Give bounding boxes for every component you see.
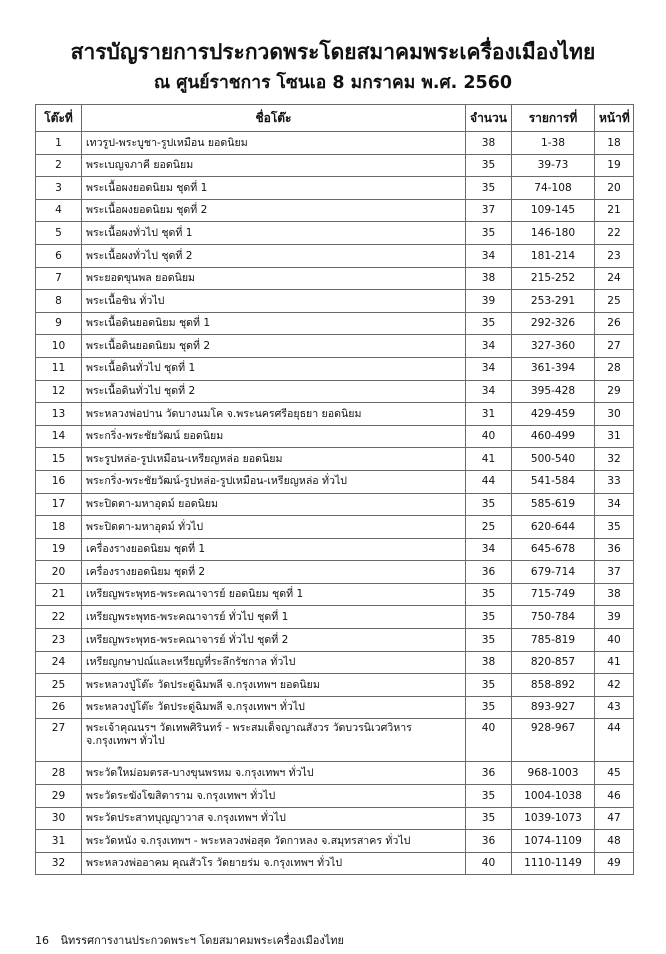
table-row xyxy=(36,448,634,471)
cell-table-name: พระเนื้อดินยอดนิยม ชุดที่ 2 xyxy=(82,335,466,358)
cell-table-no: 26 xyxy=(36,696,82,719)
cell-table-no: 32 xyxy=(36,852,82,875)
cell-item-range: 39-73 xyxy=(512,154,595,177)
cell-count: 35 xyxy=(466,785,512,808)
cell-table-name: เครื่องรางยอดนิยม ชุดที่ 2 xyxy=(82,561,466,584)
cell-count: 36 xyxy=(466,561,512,584)
table-row xyxy=(36,132,634,155)
cell-count: 35 xyxy=(466,629,512,652)
cell-count: 35 xyxy=(466,177,512,200)
cell-table-no: 2 xyxy=(36,154,82,177)
cell-table-no: 8 xyxy=(36,290,82,313)
cell-table-name: พระเนื้อผงทั่วไป ชุดที่ 1 xyxy=(82,222,466,245)
cell-table-name: พระวัดประสาทบุญญาวาส จ.กรุงเทพฯ ทั่วไป xyxy=(82,807,466,830)
cell-item-range: 645-678 xyxy=(512,538,595,561)
cell-item-range: 820-857 xyxy=(512,651,595,674)
cell-item-range: 928-967 xyxy=(512,719,595,762)
cell-table-name: พระเนื้อดินทั่วไป ชุดที่ 2 xyxy=(82,380,466,403)
cell-table-name: พระเบญจภาคี ยอดนิยม xyxy=(82,154,466,177)
cell-item-range: 750-784 xyxy=(512,606,595,629)
cell-table-name: เหรียญพระพุทธ-พระคณาจารย์ ยอดนิยม ชุดที่ 1 xyxy=(82,583,466,606)
cell-table-no: 23 xyxy=(36,629,82,652)
cell-item-range: 146-180 xyxy=(512,222,595,245)
cell-page: 48 xyxy=(595,830,634,853)
table-row xyxy=(36,785,634,808)
cell-table-name: เทวรูป-พระบูชา-รูปเหมือน ยอดนิยม xyxy=(82,132,466,155)
table-row xyxy=(36,335,634,358)
document-title: สารบัญรายการประกวดพระโดยสมาคมพระเครื่องเมืองไทย xyxy=(70,40,596,64)
cell-page: 32 xyxy=(595,448,634,471)
cell-table-name: พระวัดหนัง จ.กรุงเทพฯ - พระหลวงพ่อสุด วัดกาหลง จ.สมุทรสาคร ทั่วไป xyxy=(82,830,466,853)
cell-page: 36 xyxy=(595,538,634,561)
table-row xyxy=(36,493,634,516)
cell-item-range: 1110-1149 xyxy=(512,852,595,875)
cell-item-range: 1074-1109 xyxy=(512,830,595,853)
cell-table-no: 5 xyxy=(36,222,82,245)
cell-page: 43 xyxy=(595,696,634,719)
cell-table-no: 9 xyxy=(36,312,82,335)
cell-page: 37 xyxy=(595,561,634,584)
cell-table-name: พระหลวงปู่โต๊ะ วัดประดู่ฉิมพลี จ.กรุงเทพฯ ยอดนิยม xyxy=(82,674,466,697)
cell-page: 20 xyxy=(595,177,634,200)
cell-item-range: 460-499 xyxy=(512,425,595,448)
cell-page: 33 xyxy=(595,470,634,493)
cell-page: 40 xyxy=(595,629,634,652)
cell-item-range: 181-214 xyxy=(512,244,595,267)
cell-page: 34 xyxy=(595,493,634,516)
cell-count: 36 xyxy=(466,762,512,785)
cell-item-range: 361-394 xyxy=(512,357,595,380)
cell-table-no: 28 xyxy=(36,762,82,785)
cell-page: 30 xyxy=(595,403,634,426)
cell-count: 35 xyxy=(466,696,512,719)
cell-count: 38 xyxy=(466,132,512,155)
cell-table-name: พระเนื้อผงยอดนิยม ชุดที่ 1 xyxy=(82,177,466,200)
cell-table-no: 15 xyxy=(36,448,82,471)
cell-table-name: พระกริ่ง-พระชัยวัฒน์ ยอดนิยม xyxy=(82,425,466,448)
cell-page: 26 xyxy=(595,312,634,335)
cell-table-name: พระหลวงพ่อปาน วัดบางนมโค จ.พระนครศรีอยุธยา ยอดนิยม xyxy=(82,403,466,426)
table-row xyxy=(36,583,634,606)
page-footer xyxy=(35,931,344,949)
cell-table-name: พระวัดระฆังโฆสิตาราม จ.กรุงเทพฯ ทั่วไป xyxy=(82,785,466,808)
cell-count: 35 xyxy=(466,493,512,516)
cell-table-name: เครื่องรางยอดนิยม ชุดที่ 1 xyxy=(82,538,466,561)
table-row xyxy=(36,516,634,539)
table-row xyxy=(36,154,634,177)
cell-count: 34 xyxy=(466,538,512,561)
cell-count: 38 xyxy=(466,651,512,674)
cell-count: 36 xyxy=(466,830,512,853)
cell-page: 39 xyxy=(595,606,634,629)
cell-page: 18 xyxy=(595,132,634,155)
header-page: หน้าที่ xyxy=(595,105,634,132)
cell-table-name: พระหลวงปู่โต๊ะ วัดประดู่ฉิมพลี จ.กรุงเทพฯ ทั่วไป xyxy=(82,696,466,719)
footer-text: นิทรรศการงานประกวดพระฯ โดยสมาคมพระเครื่องเมืองไทย xyxy=(60,934,344,947)
cell-table-no: 19 xyxy=(36,538,82,561)
cell-count: 34 xyxy=(466,244,512,267)
cell-page: 29 xyxy=(595,380,634,403)
cell-count: 44 xyxy=(466,470,512,493)
table-row xyxy=(36,561,634,584)
cell-table-name: พระรูปหล่อ-รูปเหมือน-เหรียญหล่อ ยอดนิยม xyxy=(82,448,466,471)
cell-table-no: 1 xyxy=(36,132,82,155)
cell-item-range: 1004-1038 xyxy=(512,785,595,808)
cell-count: 35 xyxy=(466,807,512,830)
cell-page: 22 xyxy=(595,222,634,245)
document-subtitle: ณ ศูนย์ราชการ โซนเอ 8 มกราคม พ.ศ. 2560 xyxy=(153,73,513,93)
cell-table-no: 31 xyxy=(36,830,82,853)
table-row xyxy=(36,629,634,652)
cell-table-name: พระหลวงพ่ออาคม คุณสัวโร วัดยายร่ม จ.กรุงเทพฯ ทั่วไป xyxy=(82,852,466,875)
cell-table-no: 4 xyxy=(36,199,82,222)
cell-item-range: 785-819 xyxy=(512,629,595,652)
cell-count: 35 xyxy=(466,222,512,245)
cell-page: 42 xyxy=(595,674,634,697)
table-row xyxy=(36,403,634,426)
cell-count: 41 xyxy=(466,448,512,471)
header-table-name: ชื่อโต๊ะ xyxy=(82,105,466,132)
cell-table-no: 25 xyxy=(36,674,82,697)
table-row xyxy=(36,762,634,785)
cell-page: 38 xyxy=(595,583,634,606)
cell-count: 39 xyxy=(466,290,512,313)
cell-table-no: 16 xyxy=(36,470,82,493)
cell-table-no: 21 xyxy=(36,583,82,606)
table-row xyxy=(36,312,634,335)
cell-count: 35 xyxy=(466,583,512,606)
cell-item-range: 1-38 xyxy=(512,132,595,155)
cell-page: 46 xyxy=(595,785,634,808)
cell-table-name: พระเนื้อดินทั่วไป ชุดที่ 1 xyxy=(82,357,466,380)
cell-page: 35 xyxy=(595,516,634,539)
cell-item-range: 715-749 xyxy=(512,583,595,606)
cell-table-no: 30 xyxy=(36,807,82,830)
table-row xyxy=(36,267,634,290)
table-row xyxy=(36,177,634,200)
cell-table-no: 6 xyxy=(36,244,82,267)
header-table-no: โต๊ะที่ xyxy=(36,105,82,132)
cell-table-name: เหรียญกษาปณ์และเหรียญที่ระลึกรัชกาล ทั่วไป xyxy=(82,651,466,674)
table-row xyxy=(36,830,634,853)
table-row xyxy=(36,852,634,875)
table-row xyxy=(36,425,634,448)
cell-page: 21 xyxy=(595,199,634,222)
cell-table-no: 10 xyxy=(36,335,82,358)
cell-item-range: 215-252 xyxy=(512,267,595,290)
cell-count: 37 xyxy=(466,199,512,222)
cell-table-no: 20 xyxy=(36,561,82,584)
cell-count: 34 xyxy=(466,335,512,358)
cell-table-no: 27 xyxy=(36,719,82,762)
header-count: จำนวน xyxy=(466,105,512,132)
cell-item-range: 893-927 xyxy=(512,696,595,719)
cell-table-no: 11 xyxy=(36,357,82,380)
cell-page: 19 xyxy=(595,154,634,177)
cell-count: 38 xyxy=(466,267,512,290)
table-row xyxy=(36,199,634,222)
cell-item-range: 541-584 xyxy=(512,470,595,493)
cell-table-no: 24 xyxy=(36,651,82,674)
table-row xyxy=(36,357,634,380)
cell-table-name: พระกริ่ง-พระชัยวัฒน์-รูปหล่อ-รูปเหมือน-เหรียญหล่อ ทั่วไป xyxy=(82,470,466,493)
cell-table-no: 13 xyxy=(36,403,82,426)
cell-count: 40 xyxy=(466,852,512,875)
cell-item-range: 109-145 xyxy=(512,199,595,222)
cell-table-name: พระวัดใหม่อมตรส-บางขุนพรหม จ.กรุงเทพฯ ทั่วไป xyxy=(82,762,466,785)
cell-table-name: พระยอดขุนพล ยอดนิยม xyxy=(82,267,466,290)
cell-count: 35 xyxy=(466,674,512,697)
cell-count: 35 xyxy=(466,606,512,629)
cell-item-range: 620-644 xyxy=(512,516,595,539)
cell-page: 23 xyxy=(595,244,634,267)
table-row xyxy=(36,674,634,697)
cell-count: 34 xyxy=(466,380,512,403)
cell-page: 25 xyxy=(595,290,634,313)
cell-table-name: พระปิดตา-มหาอุดม์ ทั่วไป xyxy=(82,516,466,539)
cell-table-name: พระเนื้อดินยอดนิยม ชุดที่ 1 xyxy=(82,312,466,335)
cell-count: 40 xyxy=(466,719,512,762)
table-row xyxy=(36,470,634,493)
table-row xyxy=(36,719,634,762)
cell-count: 25 xyxy=(466,516,512,539)
cell-item-range: 253-291 xyxy=(512,290,595,313)
cell-item-range: 585-619 xyxy=(512,493,595,516)
cell-table-no: 22 xyxy=(36,606,82,629)
table-row xyxy=(36,222,634,245)
table-row xyxy=(36,606,634,629)
table-row xyxy=(36,651,634,674)
cell-table-name: พระเนื้อผงทั่วไป ชุดที่ 2 xyxy=(82,244,466,267)
cell-item-range: 395-428 xyxy=(512,380,595,403)
cell-table-no: 17 xyxy=(36,493,82,516)
cell-item-range: 74-108 xyxy=(512,177,595,200)
cell-item-range: 858-892 xyxy=(512,674,595,697)
cell-table-no: 18 xyxy=(36,516,82,539)
table-row xyxy=(36,244,634,267)
footer-page-number: 16 xyxy=(35,934,49,947)
cell-item-range: 327-360 xyxy=(512,335,595,358)
cell-table-no: 3 xyxy=(36,177,82,200)
cell-count: 35 xyxy=(466,312,512,335)
cell-table-no: 12 xyxy=(36,380,82,403)
cell-item-range: 968-1003 xyxy=(512,762,595,785)
table-row xyxy=(36,380,634,403)
cell-page: 24 xyxy=(595,267,634,290)
cell-table-name: เหรียญพระพุทธ-พระคณาจารย์ ทั่วไป ชุดที่ 2 xyxy=(82,629,466,652)
cell-page: 28 xyxy=(595,357,634,380)
table-header-row xyxy=(36,105,634,132)
table-row xyxy=(36,290,634,313)
cell-count: 40 xyxy=(466,425,512,448)
table-of-contents xyxy=(35,104,634,875)
cell-table-name: พระเจ้าคุณนรฯ วัดเทพศิรินทร์ - พระสมเด็จญาณสังวร วัดบวรนิเวศวิหาร จ.กรุงเทพฯ ทั่วไป xyxy=(82,719,466,762)
cell-table-name: พระเนื้อผงยอดนิยม ชุดที่ 2 xyxy=(82,199,466,222)
table-row xyxy=(36,807,634,830)
cell-table-no: 7 xyxy=(36,267,82,290)
cell-count: 31 xyxy=(466,403,512,426)
cell-table-name: เหรียญพระพุทธ-พระคณาจารย์ ทั่วไป ชุดที่ 1 xyxy=(82,606,466,629)
cell-count: 34 xyxy=(466,357,512,380)
table-body xyxy=(36,132,634,875)
table-row xyxy=(36,538,634,561)
cell-page: 45 xyxy=(595,762,634,785)
header-item-range: รายการที่ xyxy=(512,105,595,132)
cell-page: 47 xyxy=(595,807,634,830)
cell-item-range: 679-714 xyxy=(512,561,595,584)
cell-page: 27 xyxy=(595,335,634,358)
cell-table-no: 29 xyxy=(36,785,82,808)
cell-item-range: 429-459 xyxy=(512,403,595,426)
cell-page: 49 xyxy=(595,852,634,875)
cell-table-name: พระปิดตา-มหาอุดม์ ยอดนิยม xyxy=(82,493,466,516)
cell-item-range: 292-326 xyxy=(512,312,595,335)
cell-table-no: 14 xyxy=(36,425,82,448)
cell-table-name: พระเนื้อชิน ทั่วไป xyxy=(82,290,466,313)
cell-page: 44 xyxy=(595,719,634,762)
cell-item-range: 1039-1073 xyxy=(512,807,595,830)
table-row xyxy=(36,696,634,719)
cell-count: 35 xyxy=(466,154,512,177)
cell-item-range: 500-540 xyxy=(512,448,595,471)
cell-page: 41 xyxy=(595,651,634,674)
cell-page: 31 xyxy=(595,425,634,448)
